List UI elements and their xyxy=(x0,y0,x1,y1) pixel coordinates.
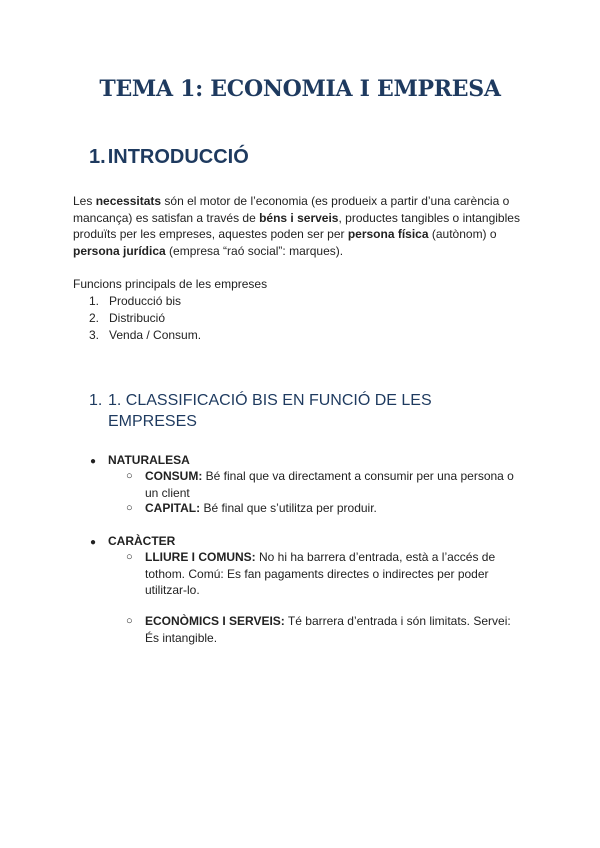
circle-bullet-icon: ○ xyxy=(126,502,133,514)
intro-text: (empresa “raó social”: marques). xyxy=(165,243,344,258)
intro-text: són el motor de l’economia (es produeix a partir d’una carència o mancança) es satisfan a través de xyxy=(73,194,510,225)
sub-item-text: Bé final que va directament a consumir per una persona o un client xyxy=(145,469,514,500)
sub-item-text: Bé final que s’utilitza per produir. xyxy=(200,501,377,515)
sub-item-capital xyxy=(126,500,521,517)
list-text: Venda / Consum. xyxy=(109,328,202,342)
sub-item-term: CAPITAL: xyxy=(145,501,201,515)
sub-item-consum xyxy=(126,468,521,501)
sub-item-lliure-i-comuns xyxy=(126,549,521,599)
section-number: 1. xyxy=(89,392,103,409)
bullet-dot-icon: ● xyxy=(90,456,97,467)
sub-item-text: Té barrera d’entrada i són limitats. Servei: És intangible. xyxy=(145,614,511,645)
intro-paragraph xyxy=(73,193,528,259)
intro-text: , productes tangibles o intangibles produïts per les empreses, aquestes poden ser per xyxy=(73,210,520,241)
bullet-label: CARÀCTER xyxy=(108,534,176,548)
section-heading-introduccio xyxy=(89,146,249,169)
document-title: TEMA 1: ECONOMIA I EMPRESA xyxy=(99,76,501,102)
list-number: 2. xyxy=(89,311,100,325)
list-item xyxy=(89,327,201,344)
intro-text: (autònom) o xyxy=(428,227,497,241)
section-heading-classificacio xyxy=(89,390,509,432)
sub-item-economics-i-serveis xyxy=(126,613,521,646)
circle-bullet-icon: ○ xyxy=(126,470,133,482)
bullet-label: NATURALESA xyxy=(108,453,190,467)
list-number: 3. xyxy=(89,328,100,342)
sub-item-term: ECONÒMICS I SERVEIS: xyxy=(145,614,285,628)
intro-bold-term: persona jurídica xyxy=(73,243,166,258)
bullet-dot-icon: ● xyxy=(90,537,97,548)
list-number: 1. xyxy=(89,294,100,308)
list-text: Distribució xyxy=(109,311,166,325)
intro-bold-term: necessitats xyxy=(95,194,162,208)
list-text: Producció bis xyxy=(109,294,182,308)
list-item xyxy=(89,293,201,310)
circle-bullet-icon: ○ xyxy=(126,615,133,627)
circle-bullet-icon: ○ xyxy=(126,551,133,563)
functions-label: Funcions principals de les empreses xyxy=(73,277,268,291)
sub-item-term: CONSUM: xyxy=(145,469,203,483)
sub-item-text: No hi ha barrera d’entrada, està a l’accés de tothom. Comú: Es fan pagaments directes o indirectes per poder utilitzar-lo. xyxy=(145,550,496,597)
section-title: INTRODUCCIÓ xyxy=(107,146,249,168)
section-number: 1. xyxy=(89,146,106,168)
intro-bold-term: béns i serveis xyxy=(259,210,339,225)
intro-bold-term: persona física xyxy=(347,227,429,241)
intro-text: Les xyxy=(73,194,96,208)
sub-item-term: LLIURE I COMUNS: xyxy=(145,550,256,564)
section-title: 1. CLASSIFICACIÓ BIS EN FUNCIÓ DE LES EMPRESES xyxy=(108,392,432,430)
list-item xyxy=(89,310,201,327)
functions-list xyxy=(89,293,201,344)
